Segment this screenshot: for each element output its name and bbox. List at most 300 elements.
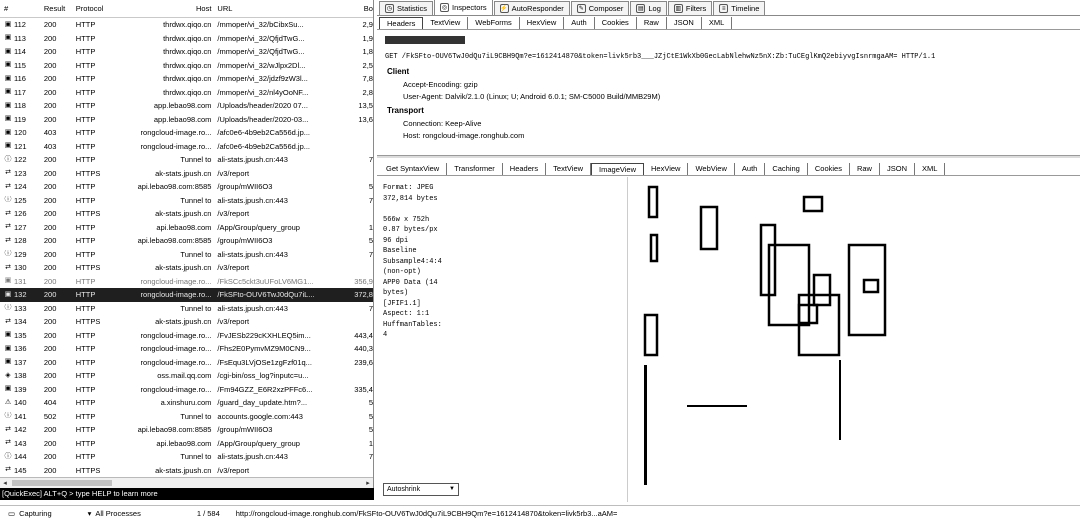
artifact-edge [687,405,747,407]
capturing-label: Capturing [19,509,52,518]
session-number [0,331,44,340]
col-result[interactable]: Result [43,4,66,13]
session-body: 7 [368,249,373,259]
session-type-icon: ⇄ [5,223,11,231]
image-info [383,183,442,341]
session-protocol: HTTP [75,222,96,232]
session-number-text: 121 [14,141,27,151]
response-tab-auth[interactable]: Auth [735,163,765,175]
session-host: Tunnel to [180,452,212,462]
session-number-text: 125 [14,195,27,205]
autoshrink-value: Autoshrink [387,486,421,493]
artifact-edge [839,360,841,440]
session-row[interactable] [0,342,373,356]
session-host: rongcloud-image.ro... [140,128,212,138]
session-url: /Uploads/header/2020 07... [217,101,308,111]
request-tab-auth[interactable]: Auth [564,17,594,29]
session-row[interactable] [0,221,373,235]
session-url: /FkSFto-OUV6TwJ0dQu7iL... [217,290,315,300]
session-result: 200 [43,222,57,232]
session-row[interactable] [0,59,373,73]
main-tabs [377,0,1080,16]
session-row[interactable] [0,248,373,262]
response-tab-headers[interactable]: Headers [503,163,546,175]
session-url: /mmoper/vi_32/wJlpx2Dl... [217,60,306,70]
session-body: 7 [368,303,373,313]
session-number [0,47,44,56]
session-type-icon: ▣ [4,128,12,136]
session-body: 7,8 [362,74,373,84]
request-tab-raw[interactable]: Raw [637,17,667,29]
session-number [0,398,44,407]
session-number [0,74,44,83]
tab-label: AutoResponder [511,4,564,13]
session-type-icon: ⓘ [4,304,12,312]
session-body: 2,9 [362,20,373,30]
session-number-text: 131 [14,276,27,286]
session-result: 200 [43,182,57,192]
response-tab-textview[interactable]: TextView [546,163,591,175]
filter-icon: ▾ [87,509,92,518]
artifact-block [701,207,717,249]
session-body: 1,8 [362,47,373,57]
request-tabs [377,16,1080,30]
col-number[interactable]: # [4,4,9,13]
session-body: 1 [368,438,373,448]
session-body: 13,6 [358,114,373,124]
session-row[interactable] [0,99,373,113]
session-host: ak-stats.jpush.cn [155,263,212,273]
session-number-text: 113 [14,33,26,43]
session-number-text: 141 [14,411,27,421]
session-type-icon: ⚠ [4,398,12,406]
session-number-text: 144 [14,452,27,462]
session-number [0,371,44,380]
info-app0-bytes: bytes) [383,289,409,297]
session-protocol: HTTPS [75,317,101,327]
capturing-toggle[interactable] [0,509,60,518]
session-url: /mmoper/vi_32/jdzf9zW3l... [217,74,308,84]
artifact-block [804,197,822,211]
session-row[interactable] [0,288,373,302]
session-number [0,155,44,164]
session-row[interactable] [0,464,373,478]
session-host: app.lebao98.com [153,101,212,111]
scroll-thumb[interactable] [12,480,112,486]
artifact-block [849,245,885,335]
info-dims: 566w x 752h [383,215,430,224]
session-host: ak-stats.jpush.cn [155,465,212,475]
info-nonopt: (non-opt) [383,268,421,276]
response-tab-get-syntaxview[interactable]: Get SyntaxView [379,163,447,175]
autoshrink-select[interactable] [383,483,459,496]
session-result: 200 [43,101,57,111]
session-count: 1 / 584 [196,509,220,518]
session-url: /v3/report [217,465,250,475]
session-row[interactable] [0,72,373,86]
session-number-text: 122 [14,155,27,165]
session-type-icon: ⇄ [5,209,11,217]
col-protocol[interactable]: Protocol [75,4,104,13]
session-host: rongcloud-image.ro... [140,384,212,394]
log-icon: ▤ [638,6,644,12]
tab-label: Inspectors [452,3,487,12]
session-number-text: 120 [14,128,27,138]
session-type-icon: ▣ [4,101,12,109]
session-body: 1,9 [362,33,373,43]
session-protocol: HTTP [75,141,96,151]
session-host: Tunnel to [180,249,212,259]
session-url: /Fhs2E0PymvMZ9M0CN9... [217,344,311,354]
session-body: 5 [368,425,373,435]
artifact-block [645,315,657,355]
session-number-text: 142 [14,425,27,435]
session-host: rongcloud-image.ro... [140,330,212,340]
session-number-text: 132 [14,290,27,300]
quickexec-bar[interactable]: [QuickExec] ALT+Q > type HELP to learn more [0,488,374,500]
session-row[interactable] [0,315,373,329]
request-line: GET /FkSFto-OUV6TwJ0dQu7iL9CBH9Qm?e=1612414870&token=livk5rb3___JZjCtE1WkXb0GecLabNlehwNz5nX:Zb:TuCEglKmQ2ebiyvgIsnrmgaAM= HTTP/1.1 [385,53,936,61]
session-row[interactable] [0,356,373,370]
response-tab-raw[interactable]: Raw [850,163,880,175]
request-tab-hexview[interactable]: HexView [520,17,564,29]
session-row[interactable] [0,410,373,424]
session-rows [0,18,373,477]
timeline-icon: ≡ [719,4,728,13]
session-row[interactable] [0,450,373,464]
session-result: 200 [43,290,57,300]
response-tab-xml[interactable]: XML [915,163,945,175]
session-type-icon: ⇄ [5,439,11,447]
process-filter-label: All Processes [95,509,141,518]
session-result: 200 [43,263,57,273]
session-protocol: HTTP [75,357,96,367]
horizontal-scrollbar[interactable] [0,477,373,488]
tab-composer[interactable] [571,1,630,15]
session-result: 200 [43,74,57,84]
session-type-icon: ▣ [4,277,12,285]
session-host: thrdwx.qiqo.cn [163,33,212,43]
response-tab-imageview[interactable]: ImageView [591,163,644,175]
session-host: oss.mail.qq.com [157,371,212,381]
session-result: 200 [43,249,57,259]
session-row[interactable] [0,167,373,181]
session-url: /App/Group/query_group [217,222,300,232]
session-row[interactable] [0,207,373,221]
header-user-agent: User-Agent: Dalvik/2.1.0 (Linux; U; Android 6.0.1; SM-C5000 Build/MMB29M) [403,92,661,101]
session-number [0,250,44,259]
response-tab-json[interactable]: JSON [880,163,915,175]
artifact-edge [644,365,647,485]
pane-splitter[interactable] [377,155,1080,158]
tab-inspectors[interactable] [434,0,493,15]
session-number [0,452,44,461]
session-host: rongcloud-image.ro... [140,141,212,151]
session-number-text: 114 [14,47,26,57]
session-row[interactable] [0,86,373,100]
response-tab-caching[interactable]: Caching [765,163,808,175]
session-type-icon: ⇄ [5,317,11,325]
session-protocol: HTTP [75,60,96,70]
info-dpi: 96 dpi [383,236,409,245]
session-row[interactable] [0,18,373,32]
session-host: rongcloud-image.ro... [140,276,212,286]
request-tab-textview[interactable]: TextView [423,17,468,29]
session-result: 200 [43,303,57,313]
session-number [0,61,44,70]
session-row[interactable] [0,45,373,59]
col-url[interactable]: URL [217,4,233,13]
info-format: Format: JPEG [383,184,434,192]
session-body: 7 [368,195,373,205]
session-list[interactable] [0,0,374,488]
request-tab-webforms[interactable]: WebForms [468,17,520,29]
session-row[interactable] [0,234,373,248]
session-row[interactable] [0,437,373,451]
session-body: 1 [368,222,373,232]
session-type-icon: ▣ [4,20,12,28]
session-host: app.lebao98.com [153,114,212,124]
session-body: 440,3 [354,344,373,354]
session-url: /FvJESb229cKXHLEQ5im... [217,330,311,340]
session-result: 200 [43,371,57,381]
session-host: Tunnel to [180,155,212,165]
session-row[interactable] [0,302,373,316]
session-protocol: HTTPS [75,168,101,178]
session-url: /mmoper/vi_32/QfjdTwG... [217,33,305,43]
session-result: 200 [43,155,57,165]
process-filter[interactable] [80,509,149,518]
artifact-block [814,275,830,305]
session-url: accounts.google.com:443 [217,411,303,421]
session-number [0,101,44,110]
chevron-down-icon: ▼ [449,486,455,492]
response-tab-cookies[interactable]: Cookies [808,163,850,175]
tab-label: Statistics [397,4,428,13]
session-type-icon: ⓘ [4,155,12,163]
session-host: api.lebao98.com:8585 [137,425,212,435]
image-preview-graphic [639,185,1069,495]
session-url: /v3/report [217,317,250,327]
session-row[interactable] [0,113,373,127]
session-number [0,142,44,151]
session-result: 502 [43,411,57,421]
session-protocol: HTTP [75,438,96,448]
session-row[interactable] [0,261,373,275]
session-body: 356,9 [354,276,373,286]
session-number-text: 116 [14,74,26,84]
session-number-text: 134 [14,317,27,327]
tab-log[interactable] [630,1,667,15]
session-row[interactable] [0,194,373,208]
session-result: 200 [43,425,57,435]
session-protocol: HTTP [75,74,96,84]
request-headers-pane [377,31,1080,155]
response-tab-transformer[interactable]: Transformer [447,163,503,175]
session-body: 7 [368,155,373,165]
session-body: 7 [368,452,373,462]
inspector-panel [377,0,1080,505]
session-number [0,425,44,434]
session-number-text: 138 [14,371,27,381]
info-baseline: Baseline [383,247,417,255]
session-host: thrdwx.qiqo.cn [163,20,212,30]
session-result: 200 [43,276,57,286]
session-host: ak-stats.jpush.cn [155,168,212,178]
tab-statistics[interactable] [379,1,433,15]
artifact-block [651,235,657,261]
session-host: api.lebao98.com [156,222,212,232]
scroll-left-icon[interactable]: ◂ [3,480,7,487]
session-row[interactable] [0,423,373,437]
session-result: 200 [43,20,57,30]
session-host: api.lebao98.com:8585 [137,236,212,246]
session-type-icon: ⇄ [5,263,11,271]
session-url: /group/mWII6O3 [217,236,273,246]
request-tab-cookies[interactable]: Cookies [595,17,637,29]
session-url: /afc0e6-4b9eb2Ca556d.jp... [217,141,310,151]
session-url: /App/Group/query_group [217,438,300,448]
session-result: 200 [43,168,57,178]
session-result: 200 [43,452,57,462]
request-tab-headers[interactable]: Headers [379,17,423,29]
scroll-track[interactable] [10,480,363,486]
request-tab-xml[interactable]: XML [702,17,732,29]
session-row[interactable] [0,396,373,410]
session-type-icon: ▣ [4,34,12,42]
session-host: thrdwx.qiqo.cn [163,87,212,97]
session-url: ali-stats.jpush.cn:443 [217,303,288,313]
session-url: ali-stats.jpush.cn:443 [217,249,288,259]
session-number [0,128,44,137]
session-url: /v3/report [217,209,250,219]
session-protocol: HTTPS [75,465,101,475]
session-type-icon: ▣ [4,290,12,298]
session-protocol: HTTP [75,425,96,435]
session-number [0,196,44,205]
session-url: /group/mWII6O3 [217,182,273,192]
session-row[interactable] [0,369,373,383]
session-protocol: HTTP [75,398,96,408]
session-number-text: 137 [14,357,27,367]
autoresponder-icon: ⚡ [500,6,508,12]
session-type-icon: ⇄ [5,182,11,190]
session-number [0,88,44,97]
session-result: 200 [43,438,57,448]
session-number-text: 124 [14,182,27,192]
session-protocol: HTTP [75,114,96,124]
session-row[interactable] [0,275,373,289]
request-tab-json[interactable]: JSON [667,17,702,29]
session-protocol: HTTP [75,47,96,57]
session-type-icon: ▣ [4,47,12,55]
session-url: /Fm94GZZ_E6R2xzPFFc6... [217,384,313,394]
session-number [0,236,44,245]
session-row[interactable] [0,32,373,46]
session-protocol: HTTP [75,276,96,286]
status-url: http://rongcloud-image.ronghub.com/FkSFto-OUV6TwJ0dQu7iL9CBH9Qm?e=1612414870&token=livk5rb3...aAM= [235,509,618,518]
scroll-right-icon[interactable]: ▸ [366,480,370,487]
session-number-text: 118 [14,101,26,111]
session-number-text: 115 [14,60,26,70]
session-type-icon: ▣ [4,385,12,393]
response-tab-hexview[interactable]: HexView [644,163,688,175]
session-type-icon: ◈ [5,371,11,379]
session-result: 200 [43,357,57,367]
session-type-icon: ▣ [4,344,12,352]
session-host: thrdwx.qiqo.cn [163,60,212,70]
session-body: 5 [368,182,373,192]
session-number [0,20,44,29]
session-url: /FkSCc5ckt3uUFoLV6MG1... [217,276,314,286]
session-url: /afc0e6-4b9eb2Ca556d.jp... [217,128,310,138]
tab-filters[interactable] [668,1,712,15]
session-number-text: 112 [14,20,26,30]
session-number [0,277,44,286]
session-protocol: HTTP [75,20,96,30]
session-number [0,304,44,313]
session-protocol: HTTP [75,452,96,462]
header-connection: Connection: Keep-Alive [403,119,482,128]
session-row[interactable] [0,180,373,194]
session-number-text: 139 [14,384,27,394]
session-url: /mmoper/vi_32/QfjdTwG... [217,47,305,57]
session-number-text: 128 [14,236,27,246]
session-type-icon: ▣ [4,358,12,366]
info-app0: APP0 Data (14 [383,278,438,287]
session-number-text: 119 [14,114,26,124]
session-number [0,290,44,299]
session-row[interactable] [0,126,373,140]
session-protocol: HTTP [75,236,96,246]
col-body[interactable]: Bo [363,4,373,13]
tab-timeline[interactable] [713,1,765,15]
col-host[interactable]: Host [196,4,212,13]
client-group[interactable]: Client [387,67,410,76]
session-type-icon: ▣ [4,74,12,82]
session-row[interactable] [0,329,373,343]
session-type-icon: ⓘ [4,196,12,204]
transport-group[interactable]: Transport [387,106,424,115]
session-host: ak-stats.jpush.cn [155,317,212,327]
session-result: 200 [43,87,57,97]
session-protocol: HTTP [75,330,96,340]
session-row[interactable] [0,140,373,154]
session-host: Tunnel to [180,195,212,205]
session-url: /cgi-bin/oss_log?inputc=u... [217,371,309,381]
session-type-icon: ⇄ [5,169,11,177]
session-body: 2,8 [362,87,373,97]
session-result: 200 [43,60,57,70]
session-type-icon: ⓘ [4,250,12,258]
session-row[interactable] [0,153,373,167]
tab-autoresponder[interactable] [494,1,570,15]
session-url: /v3/report [217,263,250,273]
session-protocol: HTTP [75,384,96,394]
session-host: api.lebao98.com [156,438,212,448]
session-body: 239,6 [354,357,373,367]
session-result: 200 [43,330,57,340]
status-bar [0,505,1080,521]
session-number [0,466,44,475]
session-row[interactable] [0,383,373,397]
session-number [0,115,44,124]
session-host: ak-stats.jpush.cn [155,209,212,219]
session-protocol: HTTP [75,33,96,43]
session-type-icon: ⇄ [5,466,11,474]
response-tab-webview[interactable]: WebView [688,163,734,175]
session-body: 443,4 [354,330,373,340]
